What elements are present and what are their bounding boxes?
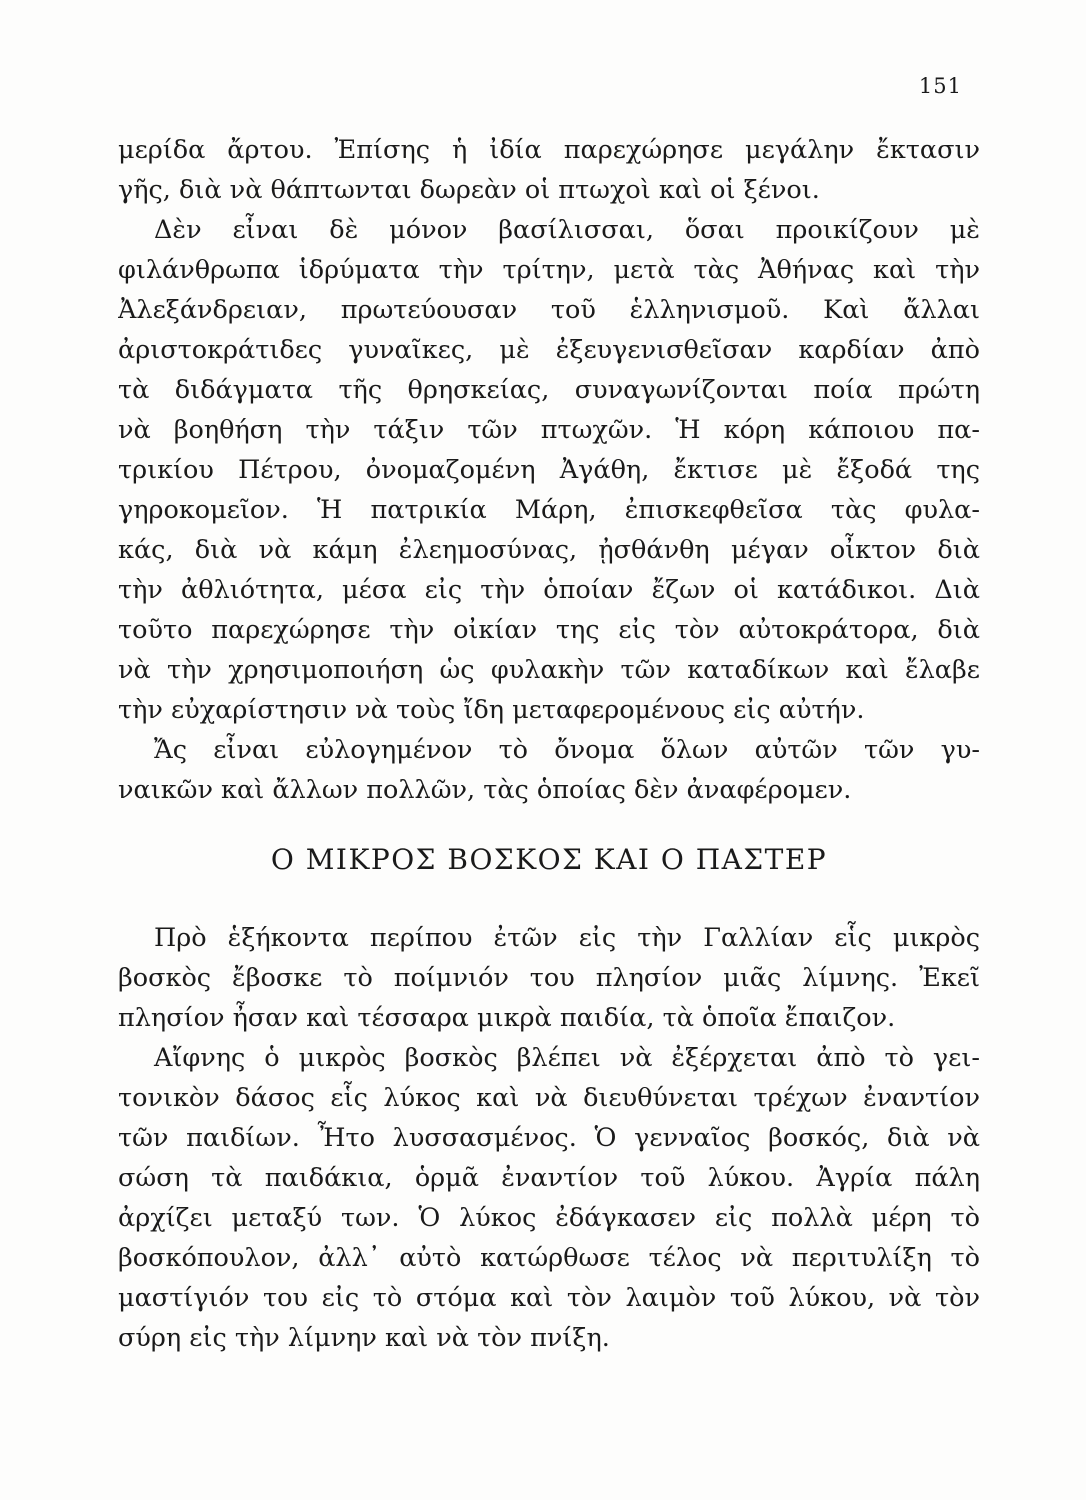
section-title: Ο ΜΙΚΡΟΣ ΒΟΣΚΟΣ ΚΑΙ Ο ΠΑΣΤΕΡ (270, 843, 828, 876)
text-line: σύρη εἰς τὴν λίμνην καὶ νὰ τὸν πνίξη. (118, 1323, 610, 1353)
text-line: ἀρχίζει μεταξύ των. Ὁ λύκος ἐδάγκασεν εἰς πολλὰ μέρη τὸ (118, 1203, 980, 1233)
text-line: τρικίου Πέτρου, ὀνομαζομένη Ἀγάθη, ἔκτισε μὲ ἔξοδά της (118, 455, 980, 485)
text-line: Ἀλεξάνδρειαν, πρωτεύουσαν τοῦ ἑλληνισμοῦ. Καὶ ἄλλαι (118, 295, 980, 325)
page-number: 151 (918, 74, 962, 98)
text-line: πλησίον ἦσαν καὶ τέσσαρα μικρὰ παιδία, τὰ ὁποῖα ἔπαιζον. (118, 1003, 896, 1033)
text-line: βοσκόπουλον, ἀλλ᾽ αὐτὸ κατώρθωσε τέλος νὰ περιτυλίξη τὸ (118, 1243, 980, 1273)
paragraph-block-shepherd (118, 918, 980, 1358)
text-line: ἀριστοκράτιδες γυναῖκες, μὲ ἐξευγενισθεῖσαν καρδίαν ἀπὸ (118, 335, 980, 365)
text-line: σώση τὰ παιδάκια, ὁρμᾶ ἐναντίον τοῦ λύκου. Ἀγρία πάλη (118, 1163, 980, 1193)
text-line: νὰ βοηθήση τὴν τάξιν τῶν πτωχῶν. Ἡ κόρη κάποιου πα- (118, 415, 980, 445)
text-line: κάς, διὰ νὰ κάμη ἐλεημοσύνας, ᾐσθάνθη μέγαν οἶκτον διὰ (118, 535, 980, 565)
text-line: τὰ διδάγματα τῆς θρησκείας, συναγωνίζονται ποία πρώτη (118, 375, 980, 405)
text-line: τοῦτο παρεχώρησε τὴν οἰκίαν της εἰς τὸν αὐτοκράτορα, διὰ (118, 615, 980, 645)
text-line: τὴν ἀθλιότητα, μέσα εἰς τὴν ὁποίαν ἔζων οἱ κατάδικοι. Διὰ (118, 575, 980, 605)
text-line: Πρὸ ἑξήκοντα περίπου ἐτῶν εἰς τὴν Γαλλίαν εἷς μικρὸς (154, 923, 980, 953)
text-line: τονικὸν δάσος εἷς λύκος καὶ νὰ διευθύνεται τρέχων ἐναντίον (118, 1083, 980, 1113)
text-line: Αἴφνης ὁ μικρὸς βοσκὸς βλέπει νὰ ἐξέρχεται ἀπὸ τὸ γει- (154, 1043, 980, 1073)
text-line: τῶν παιδίων. Ἦτο λυσσασμένος. Ὁ γενναῖος βοσκός, διὰ νὰ (118, 1123, 980, 1153)
text-line: Δὲν εἶναι δὲ μόνον βασίλισσαι, ὅσαι προικίζουν μὲ (154, 215, 980, 245)
text-line: γῆς, διὰ νὰ θάπτωνται δωρεὰν οἱ πτωχοὶ καὶ οἱ ξένοι. (118, 175, 820, 205)
paragraph-block-charity (118, 130, 980, 810)
text-line: γηροκομεῖον. Ἡ πατρικία Μάρη, ἐπισκεφθεῖσα τὰς φυλα- (118, 495, 980, 525)
text-line: νὰ τὴν χρησιμοποιήση ὡς φυλακὴν τῶν καταδίκων καὶ ἔλαβε (118, 655, 980, 685)
text-line: Ἄς εἶναι εὐλογημένον τὸ ὄνομα ὅλων αὐτῶν τῶν γυ- (154, 735, 980, 765)
text-line: φιλάνθρωπα ἱδρύματα τὴν τρίτην, μετὰ τὰς Ἀθήνας καὶ τὴν (118, 255, 980, 285)
text-line: ναικῶν καὶ ἄλλων πολλῶν, τὰς ὁποίας δὲν ἀναφέρομεν. (118, 775, 852, 805)
text-line: μαστίγιόν του εἰς τὸ στόμα καὶ τὸν λαιμὸν τοῦ λύκου, νὰ τὸν (118, 1283, 980, 1313)
text-line: τὴν εὐχαρίστησιν νὰ τοὺς ἴδη μεταφερομένους εἰς αὐτήν. (118, 695, 865, 725)
text-line: μερίδα ἄρτου. Ἐπίσης ἡ ἰδία παρεχώρησε μεγάλην ἔκτασιν (118, 135, 980, 165)
text-line: βοσκὸς ἔβοσκε τὸ ποίμνιόν του πλησίον μιᾶς λίμνης. Ἐκεῖ (118, 963, 980, 993)
